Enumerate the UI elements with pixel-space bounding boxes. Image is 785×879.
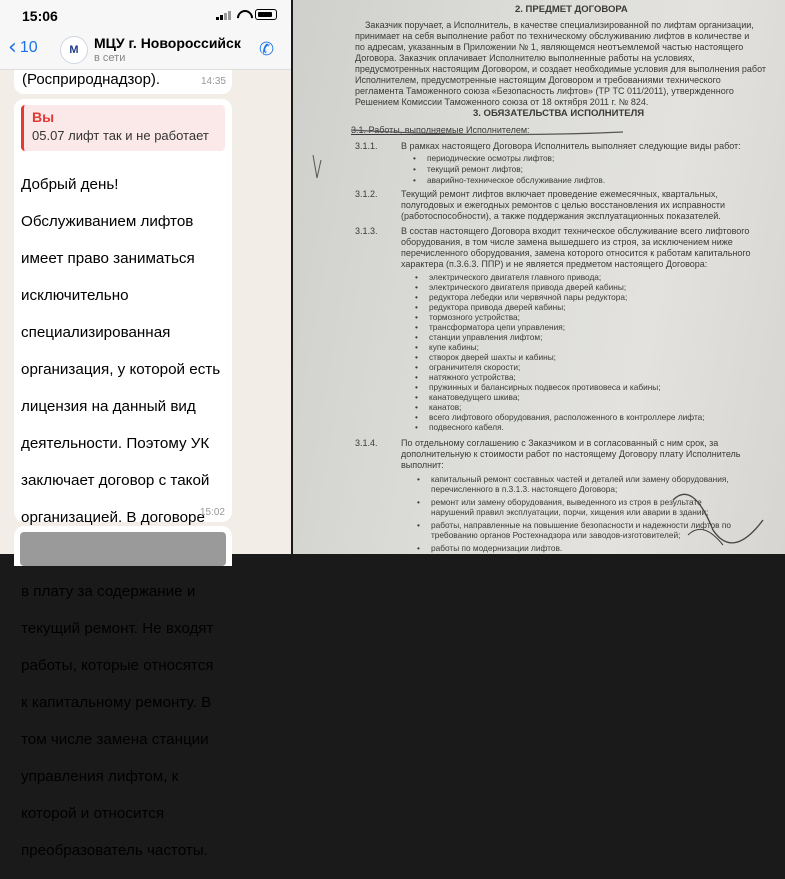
doc-line: перечисленного оборудования, замена которого относится к работам капитального [401,248,751,258]
doc-bullet: • редуктора лебедки или червячной пары редуктора; [429,292,627,302]
image-message[interactable] [14,526,232,566]
doc-line: (работоспособности), а также поддержания эксплуатационных показателей. [401,211,721,221]
signal-icon [216,10,231,20]
message-line: исключительно [21,286,129,304]
doc-line: Договора. Заказчик оплачивает Исполнителю выполненные работы на условиях, [355,53,695,63]
doc-line: В рамках настоящего Договора Исполнитель выполняет следующие виды работ: [401,141,741,151]
wifi-icon [236,10,250,20]
doc-bullet: • канатоведущего шкива; [429,392,520,402]
image-thumbnail[interactable] [20,532,226,566]
doc-bullet: • пружинных и балансирных подвесок противовеса и кабины; [429,382,661,392]
doc-line: нарушений правил эксплуатации, порчи, хищения или аварии в здании; [431,507,709,517]
chat-title[interactable]: МЦУ г. Новороссийск [94,35,241,51]
message-line: заключает договор с такой [21,471,210,489]
message-text: (Росприроднадзор). [22,71,161,88]
doc-bullet: • работы по модернизации лифтов. [431,543,562,553]
message-line: к капитальному ремонту. В [21,693,212,711]
doc-bullet: • ограничителя скорости; [429,362,520,372]
doc-line: принимает на себя выполнение работ по техническому обслуживанию лифтов в количестве и [355,31,750,41]
reply-text: 05.07 лифт так и не работает [32,128,209,143]
doc-line: Исполнителем, предусмотренные настоящим Договором и требованиями технического [355,75,721,85]
doc-bullet: • периодические осмотры лифтов; [427,153,554,163]
message-line: Обслуживанием лифтов [21,212,194,230]
reply-author: Вы [32,109,55,125]
chat-header [0,30,291,70]
doc-line: предусмотренных настоящим Договором, и создает необходимые условия для выполнения работ [355,64,767,74]
message-line: том числе замена станции [21,730,209,748]
doc-bullet: • подвесного кабеля. [429,422,504,432]
doc-line: дополнительную к стоимости работ по настоящему Договору плату Исполнитель [401,449,741,459]
status-bar [0,0,291,30]
call-icon[interactable]: ✆ [259,39,275,60]
message-line: Добрый день! [21,175,119,193]
doc-line: По отдельному соглашению с Заказчиком и в согласованный с ним срок, за [401,438,719,448]
doc-bullet: • натяжного устройства; [429,372,516,382]
message-line: преобразователь частоты. [21,841,208,859]
message-line: лицензия на данный вид [21,397,196,415]
message-line: организация, у которой есть [21,360,221,378]
doc-bullet: • станции управления лифтом; [429,332,542,342]
doc-line: регламента Таможенного союза «Безопасность лифтов» (ТР ТС 011/2011), утвержденного [355,86,734,96]
status-icons [216,9,277,20]
doc-bullet: • капитальный ремонт составных частей и деталей или замену оборудования, [431,474,729,484]
doc-bullet: • трансформатора цепи управления; [429,322,565,332]
doc-bullet: • тормозного устройства; [429,312,520,322]
message-line: в плату за содержание и [21,582,196,600]
message-line: организацией. В договоре [21,508,205,526]
doc-line: В состав настоящего Договора входит техническое обслуживание всего лифтового [401,226,750,236]
doc-bullet: • текущий ремонт лифтов; [427,164,523,174]
clause-number: 3.1.3. [355,226,378,236]
chat-status: в сети [94,52,126,64]
doc-line: оборудования, в том числе замена вышедшего из строя, за исключением ниже [401,237,733,247]
message-bubble[interactable] [14,99,232,859]
message-time: 14:35 [200,76,226,87]
doc-line: перечисленного в п.3.1.3. настоящего Договора; [431,484,618,494]
doc-line: полугодовых и ежегодных ремонтов с целью восстановления их исправности [401,200,726,210]
message-time: 15:02 [199,507,225,518]
doc-line: Текущий ремонт лифтов включает проведение ежемесячных, квартальных, [401,189,718,199]
doc-line: выполнит: [401,460,444,470]
doc-bullet: • створок дверей шахты и кабины; [429,352,556,362]
message-bubble[interactable] [14,70,232,94]
message-line: которой и относится [21,804,165,822]
message-line: специализированная [21,323,171,341]
section-3-title: 3. ОБЯЗАТЕЛЬСТВА ИСПОЛНИТЕЛЯ [473,108,645,119]
unread-count: 10 [19,39,38,56]
doc-bullet: • аварийно-техническое обслуживание лифтов. [427,175,605,185]
doc-bullet: • редуктора привода дверей кабины; [429,302,565,312]
message-line: работы, которые относятся [21,656,214,674]
doc-line: Решением Комиссии Таможенного союза от 18 октября 2011 г. № 824. [355,97,649,107]
avatar[interactable] [60,36,88,64]
battery-icon [255,9,277,20]
message-line: деятельности. Поэтому УК [21,434,210,452]
doc-bullet: • работы, направленные на повышение безопасности и надежности лифтов по [431,520,731,530]
back-button[interactable] [8,35,38,60]
clause-number: 3.1.2. [355,189,378,199]
doc-bullet: • всего лифтового оборудования, расположенного в контроллере лифта; [429,412,705,422]
doc-bullet: • ремонт или замену оборудования, выведенного из строя в результате [431,497,702,507]
message-line: текущий ремонт. Не входят [21,619,214,637]
reply-quote[interactable] [21,105,225,151]
clause-number: 3.1.1. [355,141,378,151]
chat-screen [0,0,291,859]
doc-line: по адресам, указанным в Приложении № 1, являющемся неотъемлемой частью настоящего [355,42,744,52]
doc-line: требованию органов Ростехнадзора или заводов-изготовителей; [431,530,681,540]
avatar-letter: М [69,44,79,56]
message-line: управления лифтом, к [21,767,179,785]
message-line: имеет право заниматься [21,249,195,267]
subsection-3-1-title: 3.1. Работы, выполняемые Исполнителем: [351,125,530,135]
clause-number: 3.1.4. [355,438,378,448]
chevron-left-icon: ‹ [8,35,17,60]
document-photo [293,0,785,554]
pen-annotations [293,0,785,554]
doc-line: Заказчик поручает, а Исполнитель, в качестве специализированной по лифтам организации, [365,20,754,30]
status-time: 15:06 [22,8,58,24]
doc-bullet: • купе кабины; [429,342,479,352]
doc-line: характера (п.3.6.3. ППР) и не является предметом настоящего Договора: [401,259,708,269]
doc-bullet: • электрического двигателя привода дверей кабины; [429,282,626,292]
doc-bullet: • электрического двигателя главного привода; [429,272,601,282]
section-2-title: 2. ПРЕДМЕТ ДОГОВОРА [515,4,628,15]
doc-bullet: • канатов; [429,402,461,412]
message-text [21,157,225,879]
